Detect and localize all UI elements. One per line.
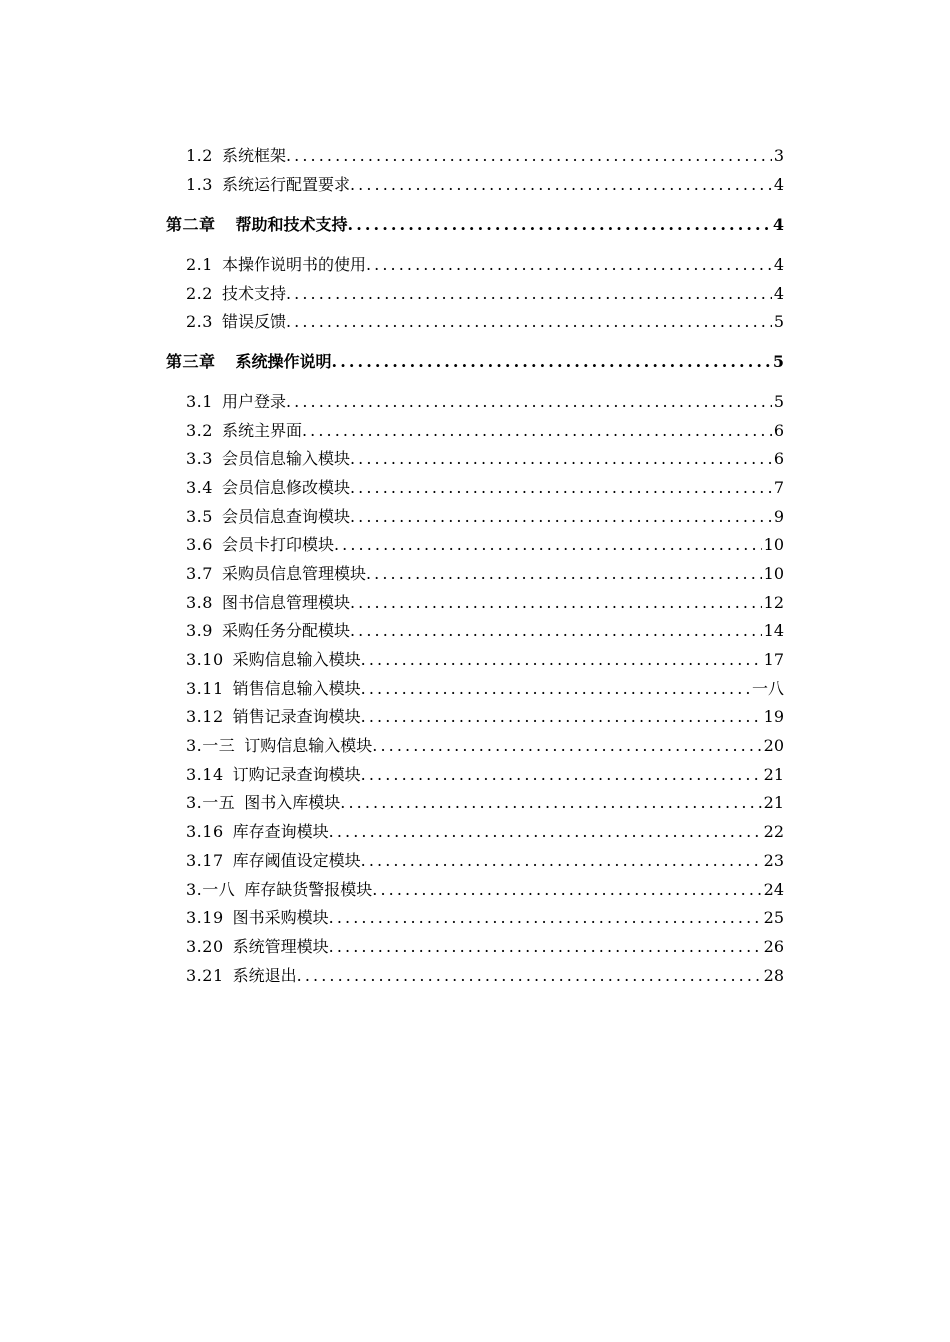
dot-leader bbox=[366, 563, 762, 585]
toc-number: 1.2 bbox=[186, 146, 213, 165]
toc-entry-3-2[interactable] bbox=[186, 420, 784, 442]
toc-number: 1.3 bbox=[186, 175, 213, 194]
dot-leader bbox=[286, 391, 772, 413]
toc-entry-3-10[interactable] bbox=[186, 649, 784, 671]
toc-entry-1-3[interactable] bbox=[186, 174, 784, 196]
toc-entry-3-6[interactable] bbox=[186, 534, 784, 556]
toc-page-number: 9 bbox=[773, 507, 784, 526]
dot-leader bbox=[350, 592, 762, 614]
toc-number: 3.6 bbox=[186, 535, 213, 554]
toc-page-number: 22 bbox=[763, 822, 784, 841]
toc-chapter-title: 帮助和技术支持 bbox=[235, 215, 348, 234]
toc-page-number: 5 bbox=[773, 312, 784, 331]
dot-leader bbox=[361, 706, 762, 728]
toc-chapter-number: 第二章 bbox=[166, 215, 216, 234]
dot-leader bbox=[361, 850, 762, 872]
toc-title: 库存查询模块 bbox=[232, 822, 329, 841]
toc-page-number: 26 bbox=[763, 937, 784, 956]
dot-leader bbox=[329, 936, 762, 958]
toc-entry-3-11[interactable] bbox=[186, 678, 784, 700]
toc-title: 会员信息输入模块 bbox=[221, 449, 350, 468]
toc-number: 2.1 bbox=[186, 255, 213, 274]
toc-title: 用户登录 bbox=[221, 392, 286, 411]
toc-number: 3.一八 bbox=[186, 880, 236, 899]
dot-leader bbox=[302, 420, 772, 442]
dot-leader bbox=[286, 145, 772, 167]
toc-number: 3.5 bbox=[186, 507, 213, 526]
toc-page-number: 3 bbox=[773, 146, 784, 165]
toc-title: 销售记录查询模块 bbox=[232, 707, 361, 726]
toc-title: 系统管理模块 bbox=[232, 937, 329, 956]
toc-page-number: 14 bbox=[763, 621, 784, 640]
toc-entry-3-15[interactable] bbox=[186, 792, 784, 814]
toc-entry-2-2[interactable] bbox=[186, 283, 784, 305]
toc-entry-3-18[interactable] bbox=[186, 879, 784, 901]
toc-title: 订购记录查询模块 bbox=[232, 765, 361, 784]
toc-number: 3.20 bbox=[186, 937, 224, 956]
dot-leader bbox=[361, 764, 762, 786]
dot-leader bbox=[297, 965, 762, 987]
toc-title: 错误反馈 bbox=[221, 312, 286, 331]
dot-leader bbox=[332, 351, 771, 373]
toc-title: 系统退出 bbox=[232, 966, 297, 985]
toc-entry-1-2[interactable] bbox=[186, 145, 784, 167]
toc-entry-3-21[interactable] bbox=[186, 965, 784, 987]
toc-page-number: 12 bbox=[763, 593, 784, 612]
dot-leader bbox=[348, 214, 771, 236]
toc-page-number: 23 bbox=[763, 851, 784, 870]
dot-leader bbox=[350, 174, 772, 196]
toc-title: 系统框架 bbox=[221, 146, 286, 165]
toc-title: 会员信息修改模块 bbox=[221, 478, 350, 497]
dot-leader bbox=[329, 821, 762, 843]
toc-number: 3.3 bbox=[186, 449, 213, 468]
toc-number: 3.16 bbox=[186, 822, 224, 841]
dot-leader bbox=[350, 477, 772, 499]
toc-page-number: 4 bbox=[773, 284, 784, 303]
dot-leader bbox=[372, 735, 761, 757]
toc-entry-3-1[interactable] bbox=[186, 391, 784, 413]
toc-title: 订购信息输入模块 bbox=[244, 736, 373, 755]
toc-chapter-2[interactable] bbox=[166, 214, 784, 236]
toc-page-number: 一八 bbox=[751, 679, 784, 698]
dot-leader bbox=[329, 907, 762, 929]
toc-entry-3-17[interactable] bbox=[186, 850, 784, 872]
toc-chapter-3[interactable] bbox=[166, 351, 784, 373]
toc-number: 3.7 bbox=[186, 564, 213, 583]
toc-title: 库存缺货警报模块 bbox=[244, 880, 373, 899]
toc-number: 3.4 bbox=[186, 478, 213, 497]
toc-title: 采购任务分配模块 bbox=[221, 621, 350, 640]
dot-leader bbox=[340, 792, 761, 814]
toc-page-number: 21 bbox=[763, 765, 784, 784]
dot-leader bbox=[372, 879, 761, 901]
toc-page-number: 19 bbox=[763, 707, 784, 726]
toc-page-number: 6 bbox=[773, 449, 784, 468]
toc-entry-3-20[interactable] bbox=[186, 936, 784, 958]
toc-entry-3-9[interactable] bbox=[186, 620, 784, 642]
toc-page-number: 25 bbox=[763, 908, 784, 927]
toc-chapter-number: 第三章 bbox=[166, 352, 216, 371]
toc-entry-3-14[interactable] bbox=[186, 764, 784, 786]
toc-page-number: 20 bbox=[763, 736, 784, 755]
toc-title: 系统运行配置要求 bbox=[221, 175, 350, 194]
toc-title: 图书信息管理模块 bbox=[221, 593, 350, 612]
dot-leader bbox=[361, 678, 750, 700]
dot-leader bbox=[366, 254, 772, 276]
toc-page-number: 4 bbox=[773, 175, 784, 194]
toc-title: 采购员信息管理模块 bbox=[221, 564, 366, 583]
dot-leader bbox=[334, 534, 762, 556]
toc-title: 系统主界面 bbox=[221, 421, 302, 440]
toc-page-number: 4 bbox=[773, 255, 784, 274]
toc-number: 3.8 bbox=[186, 593, 213, 612]
toc-page-number: 5 bbox=[773, 392, 784, 411]
dot-leader bbox=[350, 620, 762, 642]
toc-title: 本操作说明书的使用 bbox=[221, 255, 366, 274]
toc-title: 会员信息查询模块 bbox=[221, 507, 350, 526]
toc-number: 3.2 bbox=[186, 421, 213, 440]
toc-number: 3.10 bbox=[186, 650, 224, 669]
toc-title: 采购信息输入模块 bbox=[232, 650, 361, 669]
toc-page-number: 4 bbox=[772, 215, 784, 234]
toc-entry-3-16[interactable] bbox=[186, 821, 784, 843]
toc-number: 2.3 bbox=[186, 312, 213, 331]
toc-number: 3.12 bbox=[186, 707, 224, 726]
toc-number: 3.14 bbox=[186, 765, 224, 784]
toc-number: 3.一三 bbox=[186, 736, 236, 755]
dot-leader bbox=[286, 283, 772, 305]
toc-title: 图书采购模块 bbox=[232, 908, 329, 927]
toc-page-number: 17 bbox=[763, 650, 784, 669]
toc-page-number: 6 bbox=[773, 421, 784, 440]
toc-page-number: 5 bbox=[772, 352, 784, 371]
toc-chapter-title: 系统操作说明 bbox=[235, 352, 332, 371]
dot-leader bbox=[286, 311, 772, 333]
toc-entry-3-5[interactable] bbox=[186, 506, 784, 528]
toc-entry-3-8[interactable] bbox=[186, 592, 784, 614]
toc-page-number: 10 bbox=[763, 535, 784, 554]
toc-number: 3.19 bbox=[186, 908, 224, 927]
toc-entry-3-7[interactable] bbox=[186, 563, 784, 585]
toc-entry-2-3[interactable] bbox=[186, 311, 784, 333]
toc-entry-3-3[interactable] bbox=[186, 448, 784, 470]
dot-leader bbox=[350, 506, 772, 528]
toc-title: 会员卡打印模块 bbox=[221, 535, 334, 554]
toc-entry-3-13[interactable] bbox=[186, 735, 784, 757]
toc-page-number: 24 bbox=[763, 880, 784, 899]
toc-number: 3.1 bbox=[186, 392, 213, 411]
toc-number: 3.11 bbox=[186, 679, 224, 698]
toc-page-number: 7 bbox=[773, 478, 784, 497]
toc-entry-3-19[interactable] bbox=[186, 907, 784, 929]
toc-title: 技术支持 bbox=[221, 284, 286, 303]
toc-page-number: 10 bbox=[763, 564, 784, 583]
toc-entry-3-12[interactable] bbox=[186, 706, 784, 728]
dot-leader bbox=[361, 649, 762, 671]
toc-number: 3.17 bbox=[186, 851, 224, 870]
toc-entry-3-4[interactable] bbox=[186, 477, 784, 499]
toc-number: 2.2 bbox=[186, 284, 213, 303]
toc-number: 3.9 bbox=[186, 621, 213, 640]
toc-title: 图书入库模块 bbox=[244, 793, 341, 812]
toc-page-number: 28 bbox=[763, 966, 784, 985]
toc-title: 库存阈值设定模块 bbox=[232, 851, 361, 870]
toc-title: 销售信息输入模块 bbox=[232, 679, 361, 698]
toc-number: 3.一五 bbox=[186, 793, 236, 812]
toc-entry-2-1[interactable] bbox=[186, 254, 784, 276]
toc-number: 3.21 bbox=[186, 966, 224, 985]
dot-leader bbox=[350, 448, 772, 470]
toc-page-number: 21 bbox=[763, 793, 784, 812]
